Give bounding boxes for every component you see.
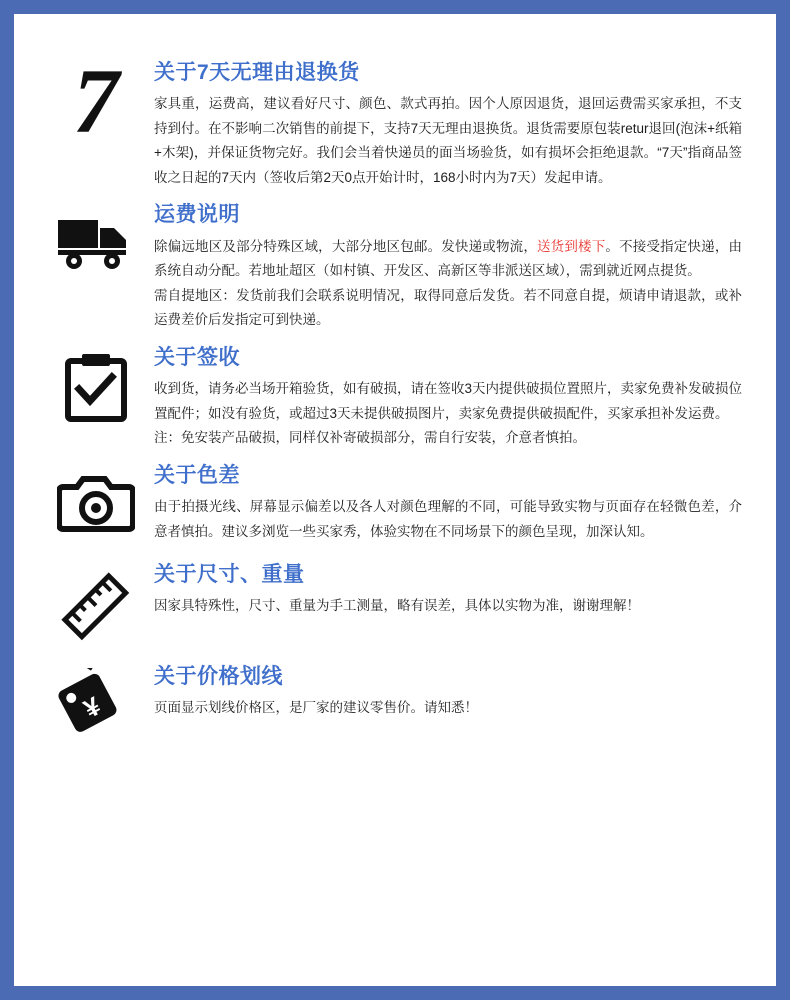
section-price-strikethrough: [38, 664, 752, 740]
clipboard-check-icon: [62, 353, 130, 425]
section-body-note: 注：免安装产品破损，同样仅补寄破损部分，需自行安装，介意者慎拍。: [154, 430, 586, 446]
section-size-weight: [38, 562, 752, 644]
svg-text:¥: ¥: [78, 690, 106, 724]
section-title: 关于签收: [154, 345, 240, 369]
icon-cell: [38, 664, 154, 740]
info-content: [14, 14, 776, 746]
text-cell: [154, 60, 752, 190]
icon-cell: [38, 463, 154, 535]
shipping-highlight: 送货到楼下: [537, 238, 606, 254]
section-body: 由于拍摄光线、屏幕显示偏差以及各人对颜色理解的不同，可能导致实物与页面存在轻微色差，介意者慎拍。建议多浏览一些买家秀，体验实物在不同场景下的颜色呈现，加深认知。: [154, 498, 742, 539]
section-color-difference: [38, 463, 752, 544]
shipping-text-part1: 除偏远地区及部分特殊区域，大部分地区包邮。发快递或物流，: [154, 238, 537, 254]
icon-cell: [38, 562, 154, 644]
section-title: 关于色差: [154, 463, 240, 487]
ruler-icon: [59, 570, 133, 644]
truck-icon: [56, 212, 136, 272]
text-cell: [154, 463, 752, 544]
section-signing: [38, 345, 752, 451]
text-cell: [154, 202, 752, 332]
shipping-body-line2: 需自提地区：发货前我们会联系说明情况，取得同意后发货。若不同意自提，烦请申请退款，或补运费差价后发指定可到快递。: [154, 287, 742, 328]
section-body: [154, 235, 742, 284]
section-return-policy: [38, 50, 752, 190]
section-title: 运费说明: [154, 203, 240, 227]
section-body: 因家具特殊性，尺寸、重量为手工测量，略有误差，具体以实物为准，谢谢理解！: [154, 598, 640, 614]
icon-cell: [38, 345, 154, 425]
shipping-text-part2: 。不接受指定快递，由系统自动分配。若地址超区（如村镇、开发区、高新区等非派送区域），需到就近网点提货。: [154, 238, 743, 279]
info-page: [14, 14, 776, 986]
section-title: 关于价格划线: [154, 665, 283, 689]
text-cell: [154, 562, 752, 619]
text-cell: [154, 345, 752, 451]
icon-cell: [38, 50, 154, 152]
price-tag-icon: [58, 668, 134, 740]
text-cell: [154, 664, 752, 721]
number-seven-icon: 7: [73, 50, 119, 152]
camera-icon: [57, 473, 135, 535]
icon-cell: [38, 202, 154, 272]
section-title: 关于尺寸、重量: [154, 563, 305, 587]
section-body: 收到货，请务必当场开箱验货，如有破损，请在签收3天内提供破损位置照片，卖家免费补发破损位置配件；如没有验货，或超过3天未提供破损图片，卖家免费提供破损配件，买家承担补发运费。: [154, 381, 743, 421]
section-body: 家具重，运费高，建议看好尺寸、颜色、款式再拍。因个人原因退货，退回运费需买家承担，不支持到付。在不影响二次销售的前提下，支持7天无理由退换货。退货需要原包装retur退回(泡沫+纸箱+木架)，并保证货物完好。我们会当着快递员的面当场验货，如有损坏会拒绝退款。“7天”指商品签收之日起的7天内（签收后第2天0点开始计时，168小时内为7天）发起申请。: [154, 96, 742, 185]
section-shipping: [38, 202, 752, 332]
section-title: 关于7天无理由退换货: [154, 61, 360, 84]
section-body: 页面显示划线价格区，是厂家的建议零售价。请知悉！: [154, 700, 478, 716]
